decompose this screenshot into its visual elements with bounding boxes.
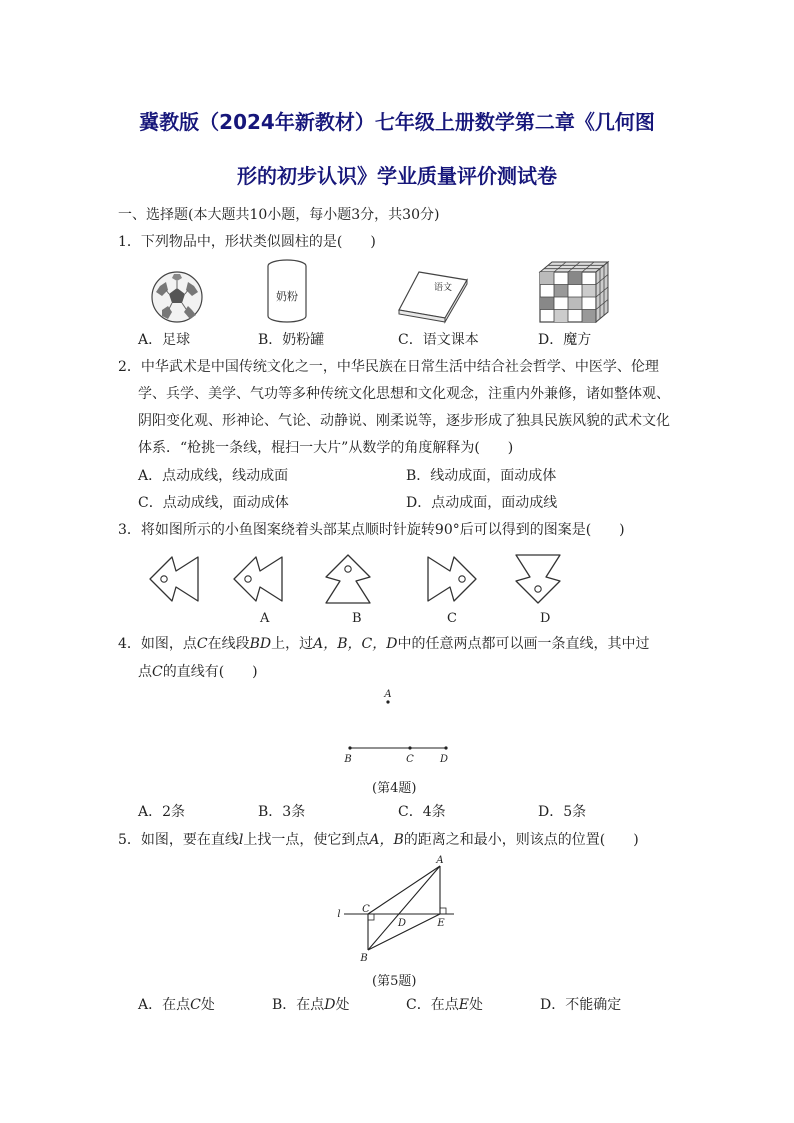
section-heading: 一、选择题(本大题共10小题，每小题3分，共30分) (118, 207, 440, 223)
q4-caption: (第4题) (372, 781, 417, 796)
fish-figure-b (322, 553, 374, 605)
q5-option-a[interactable]: A．在点C处 (138, 997, 215, 1013)
q1-stem: 1．下列物品中，形状类似圆柱的是( ) (118, 234, 376, 250)
q5-point-a-label: A (436, 855, 444, 866)
q2-option-d[interactable]: D．点动成面，面动成线 (406, 495, 558, 511)
q4-option-b[interactable]: B．3条 (258, 804, 306, 820)
q2-line-4: 体系．“枪挑一条线，棍扫一大片”从数学的角度解释为( ) (138, 440, 514, 456)
textbook-image (397, 270, 471, 324)
q3-label-d[interactable]: D (540, 611, 551, 626)
rubiks-cube-image (538, 260, 610, 324)
milk-can-image (265, 258, 309, 324)
book-label: 语文 (433, 283, 453, 293)
q5-option-b[interactable]: B．在点D处 (272, 997, 350, 1013)
q1-option-d[interactable]: D．魔方 (538, 332, 592, 348)
q4-point-a-label: A (384, 689, 392, 700)
q5-option-c[interactable]: C．在点E处 (406, 997, 483, 1013)
q4-point-c-label: C (406, 754, 414, 765)
fish-figure-d (512, 553, 564, 605)
q4-line-1: 4．如图，点C在线段BD上，过A，B，C，D中的任意两点都可以画一条直线，其中过 (118, 636, 650, 652)
q4-option-c[interactable]: C．4条 (398, 804, 446, 820)
q5-option-d[interactable]: D．不能确定 (540, 997, 622, 1013)
q4-option-d[interactable]: D．5条 (538, 804, 587, 820)
q4-line-2: 点C的直线有( ) (138, 664, 258, 680)
fish-figure-a (232, 553, 284, 605)
q4-figure (340, 688, 460, 768)
q1-option-a[interactable]: A．足球 (138, 332, 191, 348)
q4-point-b-label: B (344, 754, 352, 765)
q2-option-c[interactable]: C．点动成线，面动成体 (138, 495, 289, 511)
q5-point-e-label: E (437, 918, 445, 929)
can-label: 奶粉 (276, 290, 298, 303)
q5-figure (330, 852, 460, 964)
q2-option-a[interactable]: A．点动成线，线动成面 (138, 468, 289, 484)
q3-label-c[interactable]: C (447, 611, 457, 626)
q2-line-3: 阴阳变化观、形神论、气论、动静说、刚柔说等，逐步形成了独具民族风貌的武术文化 (138, 413, 670, 429)
q1-option-c[interactable]: C．语文课本 (398, 332, 479, 348)
fish-figure-c (426, 553, 478, 605)
q5-stem: 5．如图，要在直线l上找一点，使它到点A，B的距离之和最小，则该点的位置( ) (118, 832, 639, 848)
soccer-ball-image (150, 270, 204, 324)
q3-label-b[interactable]: B (352, 611, 362, 626)
page-title-line1: 冀教版（2024年新教材）七年级上册数学第二章《几何图 (139, 110, 655, 134)
page-title-line2: 形的初步认识》学业质量评价测试卷 (237, 164, 557, 188)
fish-figure-original (148, 553, 200, 605)
q4-point-d-label: D (439, 754, 449, 765)
q4-option-a[interactable]: A．2条 (138, 804, 186, 820)
q2-option-b[interactable]: B．线动成面，面动成体 (406, 468, 557, 484)
q5-point-d-label: D (397, 918, 407, 929)
q5-point-b-label: B (360, 953, 368, 964)
q1-option-b[interactable]: B．奶粉罐 (258, 332, 325, 348)
q2-line-2: 学、兵学、美学、气功等多种传统文化思想和文化观念，注重内外兼修，诸如整体观、 (138, 386, 670, 402)
q3-label-a[interactable]: A (260, 611, 270, 626)
q3-stem: 3．将如图所示的小鱼图案绕着头部某点顺时针旋转90°后可以得到的图案是( ) (118, 522, 625, 538)
q5-point-c-label: C (362, 904, 370, 915)
q5-caption: (第5题) (372, 974, 417, 989)
q2-line-1: 2．中华武术是中国传统文化之一，中华民族在日常生活中结合社会哲学、中医学、伦理 (118, 359, 659, 375)
q5-line-l-label: l (337, 909, 341, 920)
